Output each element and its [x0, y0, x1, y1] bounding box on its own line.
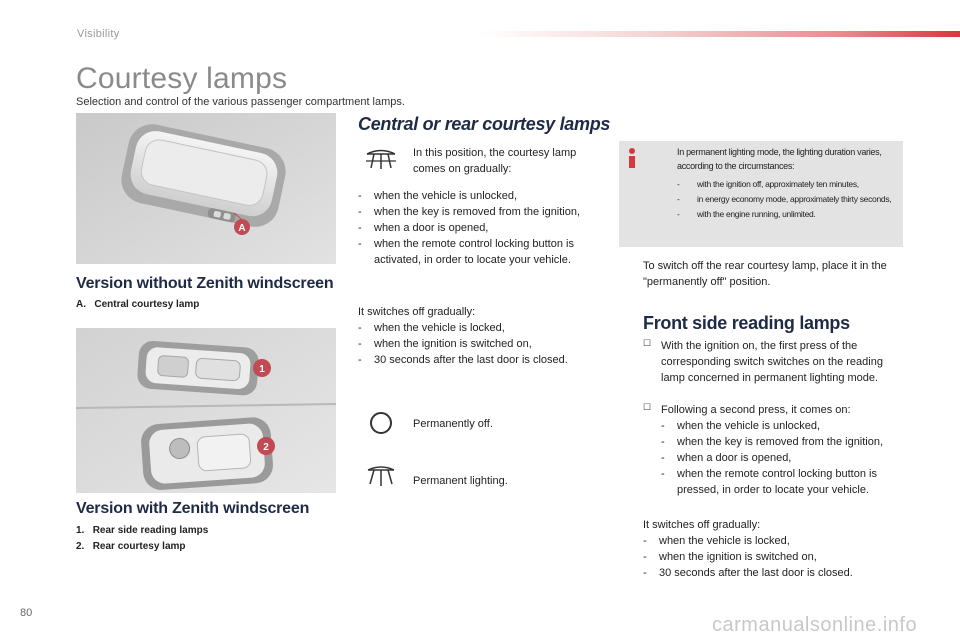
caption-a-text: Central courtesy lamp: [94, 299, 200, 310]
list-item: - when the remote control locking button is pressed, in order to locate your vehicle.: [661, 468, 877, 496]
caption-a: [76, 297, 199, 313]
photo-central-courtesy-lamp: [76, 113, 336, 264]
list-item: - with the ignition off, approximately ten minutes,: [677, 179, 859, 189]
photo-rear-lamps: [76, 328, 336, 493]
list-item: - when the remote control locking button is activated, in order to locate your vehicle.: [358, 238, 574, 266]
caption-2-num: 2.: [76, 541, 85, 552]
watermark: carmanualsonline.info: [712, 614, 918, 636]
bullet-2-text: Following a second press, it comes on:: [661, 404, 851, 416]
section-label: Visibility: [77, 28, 120, 40]
caption-2-text: Rear courtesy lamp: [92, 541, 186, 552]
caption-1-num: 1.: [76, 525, 85, 536]
bullet-glyph-icon: ☐: [643, 402, 652, 412]
callout-1-label: 1: [259, 364, 265, 375]
header-accent-bar: [480, 31, 960, 37]
central-rear-heading: Central or rear courtesy lamps: [358, 114, 611, 134]
list-item: - 30 seconds after the last door is closed.: [643, 567, 853, 579]
caption-a-letter: A.: [76, 299, 86, 310]
list-item: - 30 seconds after the last door is closed.: [358, 354, 568, 366]
list-item: - when the ignition is switched on,: [643, 551, 817, 563]
callout-2-label: 2: [263, 442, 269, 453]
caption-2: [76, 539, 186, 555]
central-lamp-illustration: [76, 113, 336, 264]
list-item: - when a door is opened,: [358, 222, 489, 234]
middle-off-conditions: [358, 320, 620, 368]
info-icon: [623, 147, 641, 169]
caption-1-text: Rear side reading lamps: [92, 525, 209, 536]
list-item: - when the vehicle is unlocked,: [358, 190, 518, 202]
list-item: - when the key is removed from the ignition,: [661, 436, 884, 448]
list-item: - with the engine running, unlimited.: [677, 209, 816, 219]
caption-1: [76, 523, 208, 539]
rear-lamps-illustration: [76, 328, 336, 493]
info-intro: In permanent lighting mode, the lighting duration varies, according to the circumstances:: [677, 147, 882, 171]
page-title: Courtesy lamps: [76, 62, 288, 95]
permanent-lighting-icon: [364, 466, 398, 490]
info-box: [619, 141, 903, 247]
callout-a-label: A: [238, 223, 246, 234]
gradual-text: In this position, the courtesy lamp comes on gradually:: [413, 147, 577, 175]
front-bullet-1: [643, 338, 911, 386]
gradual-lighting-icon: [364, 148, 398, 172]
permanently-off-text: Permanently off.: [413, 418, 493, 430]
page-subtitle: Selection and control of the various passenger compartment lamps.: [76, 96, 405, 108]
page-number: 80: [20, 607, 33, 619]
off-circle-icon: [368, 410, 394, 436]
bullet-1-text: With the ignition on, the first press of the corresponding switch switches on the reading lamp concerned in permanent lighting mode.: [661, 340, 883, 384]
list-item: - in energy economy mode, approximately thirty seconds,: [677, 194, 892, 204]
middle-off-intro: It switches off gradually:: [358, 306, 476, 318]
bullet-2-list: [661, 418, 906, 498]
right-off-conditions: [643, 533, 908, 581]
switch-off-text: To switch off the rear courtesy lamp, place it in the "permanently off" position.: [643, 260, 887, 288]
version-without-zenith-heading: Version without Zenith windscreen: [76, 275, 334, 292]
right-off-intro: It switches off gradually:: [643, 519, 761, 531]
list-item: - when the key is removed from the ignition,: [358, 206, 581, 218]
list-item: - when the vehicle is locked,: [643, 535, 790, 547]
on-conditions-list: [358, 188, 620, 268]
list-item: - when the ignition is switched on,: [358, 338, 532, 350]
info-list: [677, 177, 901, 222]
version-with-zenith-heading: Version with Zenith windscreen: [76, 500, 310, 517]
list-item: - when the vehicle is unlocked,: [661, 420, 821, 432]
bullet-glyph-icon: ☐: [643, 338, 652, 348]
list-item: - when a door is opened,: [661, 452, 792, 464]
front-bullet-2: [643, 402, 911, 498]
list-item: - when the vehicle is locked,: [358, 322, 505, 334]
permanent-lighting-text: Permanent lighting.: [413, 475, 508, 487]
front-reading-heading: Front side reading lamps: [643, 313, 850, 333]
